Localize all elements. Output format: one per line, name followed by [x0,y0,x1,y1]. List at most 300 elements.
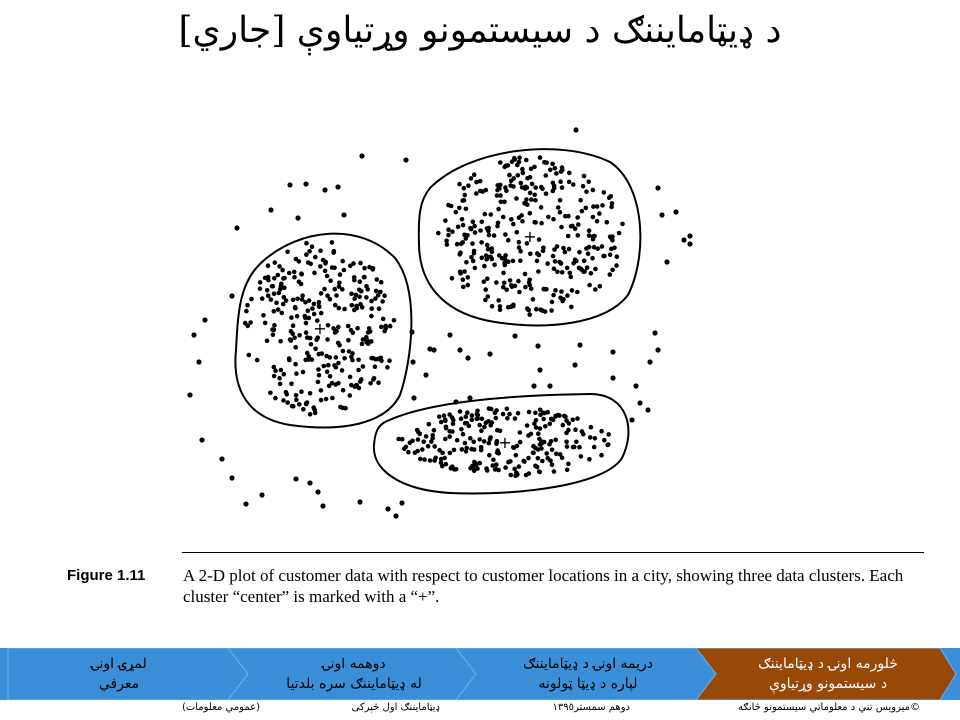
data-point [387,358,392,363]
outlier-point [293,476,298,481]
data-point [589,271,594,276]
data-point [464,207,469,212]
data-point [521,171,526,176]
data-point [474,191,479,196]
data-point [531,451,536,456]
outlier-point [537,367,542,372]
nav-item-week-3-label: دريمه اونۍ د ډيټامايننګ [522,656,654,672]
data-point [272,276,277,281]
data-point [368,329,373,334]
outlier-point [447,332,452,337]
data-point [337,306,342,311]
data-point [534,425,539,430]
data-point [469,255,474,260]
data-point [499,200,504,205]
nav-item-week-3[interactable] [470,648,706,700]
data-point [355,326,360,331]
outlier-point [229,475,234,480]
cluster-scatter-plot [0,110,960,550]
data-point [515,163,520,168]
data-point [541,287,546,292]
data-point [447,434,452,439]
data-point [573,258,578,263]
data-point [480,220,485,225]
data-point [337,281,342,286]
data-point [609,194,614,199]
data-point [484,253,489,258]
data-point [379,325,384,330]
data-point [432,428,437,433]
data-point [598,284,603,289]
data-point [273,368,278,373]
data-point [295,314,300,319]
data-point [591,234,596,239]
data-point [595,219,600,224]
data-point [567,247,572,252]
data-point [461,285,466,290]
data-point [443,419,448,424]
data-point [550,162,555,167]
data-point [578,198,583,203]
data-point [273,396,278,401]
data-point [559,169,564,174]
data-point [360,342,365,347]
data-point [340,368,345,373]
data-point [460,447,465,452]
outlier-point [187,392,192,397]
data-point [430,433,435,438]
data-point [318,248,323,253]
outlier-point [535,343,540,348]
outlier-point [659,212,664,217]
data-point [354,304,359,309]
data-point [457,182,462,187]
data-point [371,356,376,361]
data-point [553,259,558,264]
data-point [454,210,459,215]
data-point [361,364,366,369]
data-point [293,362,298,367]
data-point [479,240,484,245]
data-point [494,408,499,413]
data-point [449,466,454,471]
data-point [563,250,568,255]
data-point [509,473,514,478]
data-point [495,193,500,198]
nav-item-week-2-label: دوهمه اونۍ [322,656,386,672]
data-point [249,297,254,302]
outlier-point [307,480,312,485]
data-point [517,240,522,245]
data-point [548,422,553,427]
data-point [532,193,537,198]
data-point [620,222,625,227]
data-point [292,270,297,275]
data-point [342,356,347,361]
data-point [277,376,282,381]
data-point [272,309,277,314]
data-point [530,182,535,187]
data-point [432,458,437,463]
data-point [580,209,585,214]
outlier-point [303,181,308,186]
data-point [518,249,523,254]
outlier-point [467,395,472,400]
data-point [570,288,575,293]
outlier-point [457,347,462,352]
data-point [544,191,549,196]
data-point [270,284,275,289]
data-point [348,264,353,269]
data-point [460,217,465,222]
data-point [294,393,299,398]
outlier-point [191,332,196,337]
data-point [381,317,386,322]
data-point [468,226,473,231]
data-point [482,425,487,430]
data-point [573,427,578,432]
data-point [439,420,444,425]
data-point [447,429,452,434]
data-point [299,389,304,394]
data-point [606,442,611,447]
data-point [566,428,571,433]
data-point [365,287,370,292]
data-point [576,233,581,238]
data-point [308,391,313,396]
data-point [293,305,298,310]
data-point [317,300,322,305]
data-point [443,218,448,223]
data-point [464,415,469,420]
data-point [462,233,467,238]
data-point [337,343,342,348]
data-point [556,205,561,210]
data-point [579,454,584,459]
data-point [512,467,517,472]
data-point [469,176,474,181]
data-point [516,173,521,178]
data-point [280,311,285,316]
data-point [496,207,501,212]
data-point [325,293,330,298]
data-point [468,436,473,441]
data-point [294,371,299,376]
data-point [566,214,571,219]
data-point [473,230,478,235]
data-point [517,464,522,469]
data-point [549,308,554,313]
data-point [496,468,501,473]
data-point [602,254,607,259]
data-point [465,410,470,415]
data-point [346,324,351,329]
data-point [427,422,432,427]
data-point [472,469,477,474]
data-point [561,246,566,251]
data-point [531,297,536,302]
data-point [487,441,492,446]
data-point [580,429,585,434]
data-point [480,255,485,260]
outlier-point [411,395,416,400]
data-point [533,446,538,451]
data-point [281,398,286,403]
cluster-center-marker: + [523,227,537,246]
data-point [424,434,429,439]
data-point [557,260,562,265]
nav-item-week-1-sublabel: معرفي [98,676,140,692]
data-point [482,264,487,269]
data-point [614,263,619,268]
data-point [304,241,309,246]
data-point [495,224,500,229]
data-point [487,233,492,238]
data-point [597,211,602,216]
data-point [299,271,304,276]
data-point [359,377,364,382]
data-point [444,425,449,430]
data-point [558,210,563,215]
data-point [280,268,285,273]
data-point [336,381,341,386]
outlier-point [687,233,692,238]
data-point [272,291,277,296]
data-point [538,426,543,431]
data-point [271,332,276,337]
data-point [316,380,321,385]
data-point [244,309,249,314]
data-point [301,370,306,375]
data-point [496,298,501,303]
data-point [545,261,550,266]
data-point [456,225,461,230]
data-point [606,432,611,437]
data-point [448,451,453,456]
outlier-point [664,259,669,264]
data-point [565,266,570,271]
data-point [314,337,319,342]
data-point [574,440,579,445]
data-point [536,431,541,436]
outlier-point [385,506,390,511]
data-point [507,412,512,417]
data-point [447,412,452,417]
data-point [539,221,544,226]
data-point [584,206,589,211]
data-point [446,233,451,238]
data-point [346,338,351,343]
data-point [561,423,566,428]
data-point [552,266,557,271]
data-point [304,321,309,326]
data-point [518,430,523,435]
data-point [544,160,549,165]
data-point [482,279,487,284]
data-point [451,422,456,427]
data-point [538,307,543,312]
data-point [492,263,497,268]
data-point [536,456,541,461]
outlier-point [322,187,327,192]
data-point [374,289,379,294]
data-point [349,292,354,297]
data-point [444,239,449,244]
data-point [319,398,324,403]
figure-caption-text: A 2-D plot of customer data with respect to customer locations in a city, showing three data clusters. Each cluster “center” is marked with a “+”. [183,566,904,606]
data-point [480,417,485,422]
outlier-point [610,375,615,380]
data-point [388,324,393,329]
data-point [317,304,322,309]
data-point [265,288,270,293]
outlier-point [512,333,517,338]
data-point [473,266,478,271]
data-point [558,179,563,184]
nav-item-week-2[interactable] [242,648,466,700]
data-point [513,474,518,479]
data-point [468,466,473,471]
outlier-point [199,437,204,442]
data-point [558,198,563,203]
outlier-point [673,209,678,214]
data-point [505,407,510,412]
data-point [287,356,292,361]
data-point [359,289,364,294]
data-point [308,262,313,267]
outlier-point [681,237,686,242]
data-point [566,234,571,239]
data-point [471,220,476,225]
data-point [311,405,316,410]
data-point [503,232,508,237]
data-point [541,417,546,422]
data-point [450,276,455,281]
data-point [336,325,341,330]
data-point [553,438,558,443]
nav-item-week-1[interactable] [14,648,224,700]
nav-item-week-4[interactable] [710,648,946,700]
data-point [421,439,426,444]
outlier-point [687,241,692,246]
data-point [571,445,576,450]
data-point [537,470,542,475]
data-point [475,409,480,414]
data-point [610,268,615,273]
data-point [304,330,309,335]
data-point [305,400,310,405]
data-point [266,275,271,280]
data-point [587,283,592,288]
data-point [330,240,335,245]
data-point [528,175,533,180]
outlier-point [393,513,398,518]
data-point [602,438,607,443]
data-point [319,311,324,316]
figure-label: Figure 1.11 [67,567,146,584]
data-point [463,441,468,446]
data-point [266,263,271,268]
data-point [573,226,578,231]
outlier-point [341,212,346,217]
outlier-point [573,127,578,132]
data-point [485,226,490,231]
data-point [272,374,277,379]
data-point [552,186,557,191]
data-point [356,358,361,363]
data-point [362,275,367,280]
data-point [297,402,302,407]
data-point [543,424,548,429]
data-point [477,437,482,442]
data-point [466,283,471,288]
data-point [418,457,423,462]
data-point [330,396,335,401]
data-point [503,185,508,190]
data-point [575,215,580,220]
nav-item-week-1-label: لمړۍ اونۍ [91,656,147,672]
data-point [474,417,479,422]
data-point [351,331,356,336]
outlier-point [357,499,362,504]
data-point [554,171,559,176]
data-point [539,205,544,210]
data-point [472,447,477,452]
data-point [549,439,554,444]
data-point [503,465,508,470]
data-point [512,156,517,161]
data-point [592,445,597,450]
data-point [436,231,441,236]
data-point [593,436,598,441]
outlier-point [295,215,300,220]
data-point [285,400,290,405]
data-point [410,439,415,444]
data-point [539,446,544,451]
outlier-point [403,157,408,162]
data-point [581,184,586,189]
data-point [415,428,420,433]
data-point [600,244,605,249]
data-point [470,241,475,246]
data-point [501,271,506,276]
data-point [484,421,489,426]
data-point [569,275,574,280]
data-point [539,185,544,190]
data-point [328,355,333,360]
data-point [452,448,457,453]
nav-item-week-3-sublabel: لپاره د ډيټا ټولونه [538,676,638,692]
data-point [492,233,497,238]
data-point [608,272,613,277]
data-point [373,364,378,369]
data-point [375,277,380,282]
data-point [498,160,503,165]
data-point [560,270,565,275]
slide-footer [0,700,960,720]
data-point [317,373,322,378]
data-point [357,386,362,391]
data-point [323,261,328,266]
outlier-point [633,383,638,388]
data-point [509,217,514,222]
data-point [566,462,571,467]
data-point [488,423,493,428]
outlier-point [219,456,224,461]
data-point [519,181,524,186]
data-point [319,388,324,393]
data-point [400,437,405,442]
